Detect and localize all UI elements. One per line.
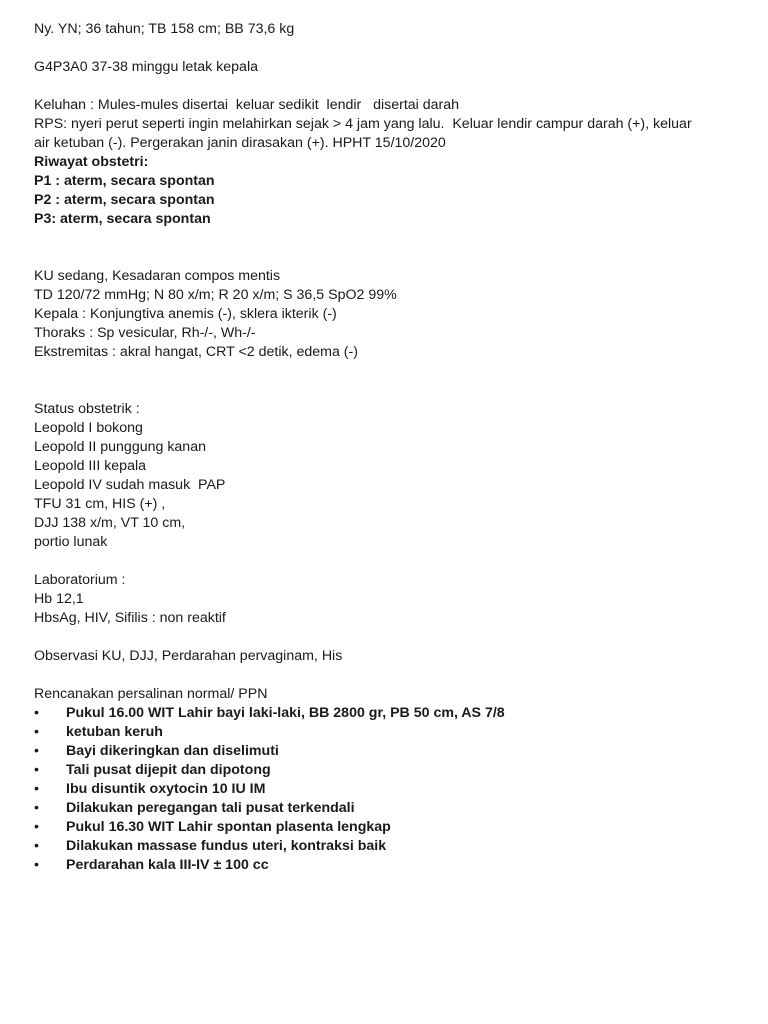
- list-item: [34, 704, 744, 723]
- list-item: [34, 723, 744, 742]
- list-item-text: Dilakukan massase fundus uteri, kontraksi baik: [66, 838, 387, 854]
- lab-hb: Hb 12,1: [34, 591, 84, 607]
- obstetric-status-line: Leopold I bokong: [34, 420, 143, 436]
- list-item: [34, 818, 744, 837]
- list-item: [34, 799, 744, 818]
- obstetric-status-line: Leopold IV sudah masuk PAP: [34, 477, 226, 493]
- bullet-icon: •: [34, 800, 39, 816]
- bullet-icon: •: [34, 705, 39, 721]
- rps-line-1: RPS: nyeri perut seperti ingin melahirkan sejak > 4 jam yang lalu. Keluar lendir campur darah (+), keluar: [34, 116, 692, 132]
- list-item-text: Tali pusat dijepit dan dipotong: [66, 762, 271, 778]
- observation-line: Observasi KU, DJJ, Perdarahan pervaginam, His: [34, 648, 343, 664]
- obstetric-status-line: Leopold II punggung kanan: [34, 439, 206, 455]
- obstetric-history-item: P1 : aterm, secara spontan: [34, 173, 215, 189]
- bullet-icon: •: [34, 857, 39, 873]
- lab-serology: HbsAg, HIV, Sifilis : non reaktif: [34, 610, 226, 626]
- obstetric-status-title: Status obstetrik :: [34, 401, 140, 417]
- bullet-icon: •: [34, 762, 39, 778]
- delivery-steps-list: [34, 704, 744, 875]
- list-item-text: Bayi dikeringkan dan diselimuti: [66, 743, 279, 759]
- obstetric-diagnosis: G4P3A0 37-38 minggu letak kepala: [34, 59, 258, 75]
- rps-line-2: air ketuban (-). Pergerakan janin dirasakan (+). HPHT 15/10/2020: [34, 135, 446, 151]
- bullet-icon: •: [34, 838, 39, 854]
- list-item-text: Pukul 16.30 WIT Lahir spontan plasenta lengkap: [66, 819, 391, 835]
- obstetric-history-item: P3: aterm, secara spontan: [34, 211, 211, 227]
- obstetric-status-line: TFU 31 cm, HIS (+) ,: [34, 496, 166, 512]
- list-item-text: Ibu disuntik oxytocin 10 IU IM: [66, 781, 266, 797]
- list-item-text: Dilakukan peregangan tali pusat terkendali: [66, 800, 355, 816]
- obstetric-history-title: Riwayat obstetri:: [34, 154, 149, 170]
- list-item: [34, 856, 744, 875]
- obstetric-history-item: P2 : aterm, secara spontan: [34, 192, 215, 208]
- document-page: [34, 20, 744, 875]
- list-item-text: Pukul 16.00 WIT Lahir bayi laki-laki, BB 2800 gr, PB 50 cm, AS 7/8: [66, 705, 505, 721]
- exam-vitals: TD 120/72 mmHg; N 80 x/m; R 20 x/m; S 36,5 SpO2 99%: [34, 287, 397, 303]
- complaint-line: Keluhan : Mules-mules disertai keluar sedikit lendir disertai darah: [34, 97, 460, 113]
- obstetric-status-line: portio lunak: [34, 534, 108, 550]
- list-item-text: ketuban keruh: [66, 724, 163, 740]
- exam-head: Kepala : Konjungtiva anemis (-), sklera ikterik (-): [34, 306, 337, 322]
- lab-title: Laboratorium :: [34, 572, 126, 588]
- list-item: [34, 780, 744, 799]
- bullet-icon: •: [34, 819, 39, 835]
- list-item-text: Perdarahan kala III-IV ± 100 cc: [66, 857, 269, 873]
- bullet-icon: •: [34, 781, 39, 797]
- list-item: [34, 761, 744, 780]
- bullet-icon: •: [34, 743, 39, 759]
- list-item: [34, 742, 744, 761]
- obstetric-status-line: Leopold III kepala: [34, 458, 147, 474]
- exam-general: KU sedang, Kesadaran compos mentis: [34, 268, 281, 284]
- patient-identity: Ny. YN; 36 tahun; TB 158 cm; BB 73,6 kg: [34, 21, 295, 37]
- obstetric-status-line: DJJ 138 x/m, VT 10 cm,: [34, 515, 186, 531]
- bullet-icon: •: [34, 724, 39, 740]
- exam-thorax: Thoraks : Sp vesicular, Rh-/-, Wh-/-: [34, 325, 256, 341]
- list-item: [34, 837, 744, 856]
- plan-title: Rencanakan persalinan normal/ PPN: [34, 686, 268, 702]
- exam-extremities: Ekstremitas : akral hangat, CRT <2 detik, edema (-): [34, 344, 358, 360]
